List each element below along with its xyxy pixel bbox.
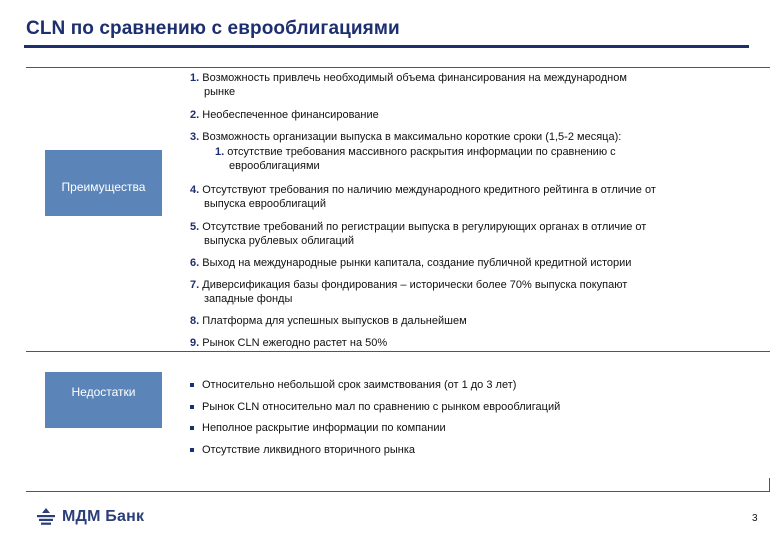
disadvantage-item-4: Отсутствие ликвидного вторичного рынка bbox=[190, 443, 750, 457]
disadvantage-item-3: Неполное раскрытие информации по компании bbox=[190, 421, 750, 435]
advantages-label-box bbox=[45, 150, 162, 216]
advantage-item-8: 8. Платформа для успешных выпусков в дальнейшем bbox=[190, 315, 467, 327]
page-title: CLN по сравнению с еврооблигациями bbox=[26, 18, 400, 39]
advantage-item-6: 6. Выход на международные рынки капитала, создание публичной кредитной истории bbox=[190, 257, 632, 269]
advantage-item-2: 2. Необеспеченное финансирование bbox=[190, 109, 379, 121]
advantage-item-5: 5. Отсутствие требований по регистрации выпуска в регулирующих органах в отличие от выпуска рублевых облигаций bbox=[190, 221, 647, 247]
disadvantage-item-1: Относительно небольшой срок заимствования (от 1 до 3 лет) bbox=[190, 378, 750, 392]
disadvantage-item-2: Рынок CLN относительно мал по сравнению с рынком еврооблигаций bbox=[190, 400, 750, 414]
bullet-icon bbox=[190, 448, 194, 452]
section-divider-middle bbox=[26, 351, 770, 352]
footer-divider bbox=[26, 491, 770, 492]
advantage-item-3: 3. Возможность организации выпуска в максимально короткие сроки (1,5-2 месяца): bbox=[190, 131, 622, 143]
disadvantages-label-box bbox=[45, 372, 162, 428]
footer-tick bbox=[769, 478, 770, 492]
advantage-item-7: 7. Диверсификация базы фондирования – исторически более 70% выпуска покупают западные фонды bbox=[190, 279, 628, 305]
advantage-item-1: 1. Возможность привлечь необходимый объема финансирования на международном рынке bbox=[190, 72, 627, 98]
title-underline bbox=[24, 45, 749, 48]
bullet-icon bbox=[190, 383, 194, 387]
section-divider-top bbox=[26, 67, 770, 68]
advantage-item-9: 9. Рынок CLN ежегодно растет на 50% bbox=[190, 337, 388, 349]
bullet-icon bbox=[190, 426, 194, 430]
advantage-subitem-3-1: 1. отсутствие требования массивного раскрытия информации по сравнению с еврооблигациями bbox=[215, 146, 616, 172]
disadvantages-label: Недостатки bbox=[71, 385, 136, 399]
bullet-icon bbox=[190, 405, 194, 409]
logo-icon bbox=[36, 508, 56, 526]
advantage-item-4: 4. Отсутствуют требования по наличию международного кредитного рейтинга в отличие от выпуска еврооблигаций bbox=[190, 184, 656, 210]
logo-text: МДМ Банк bbox=[62, 508, 145, 525]
page-number: 3 bbox=[752, 513, 758, 524]
advantages-label: Преимущества bbox=[61, 180, 146, 194]
bank-logo bbox=[36, 508, 144, 526]
